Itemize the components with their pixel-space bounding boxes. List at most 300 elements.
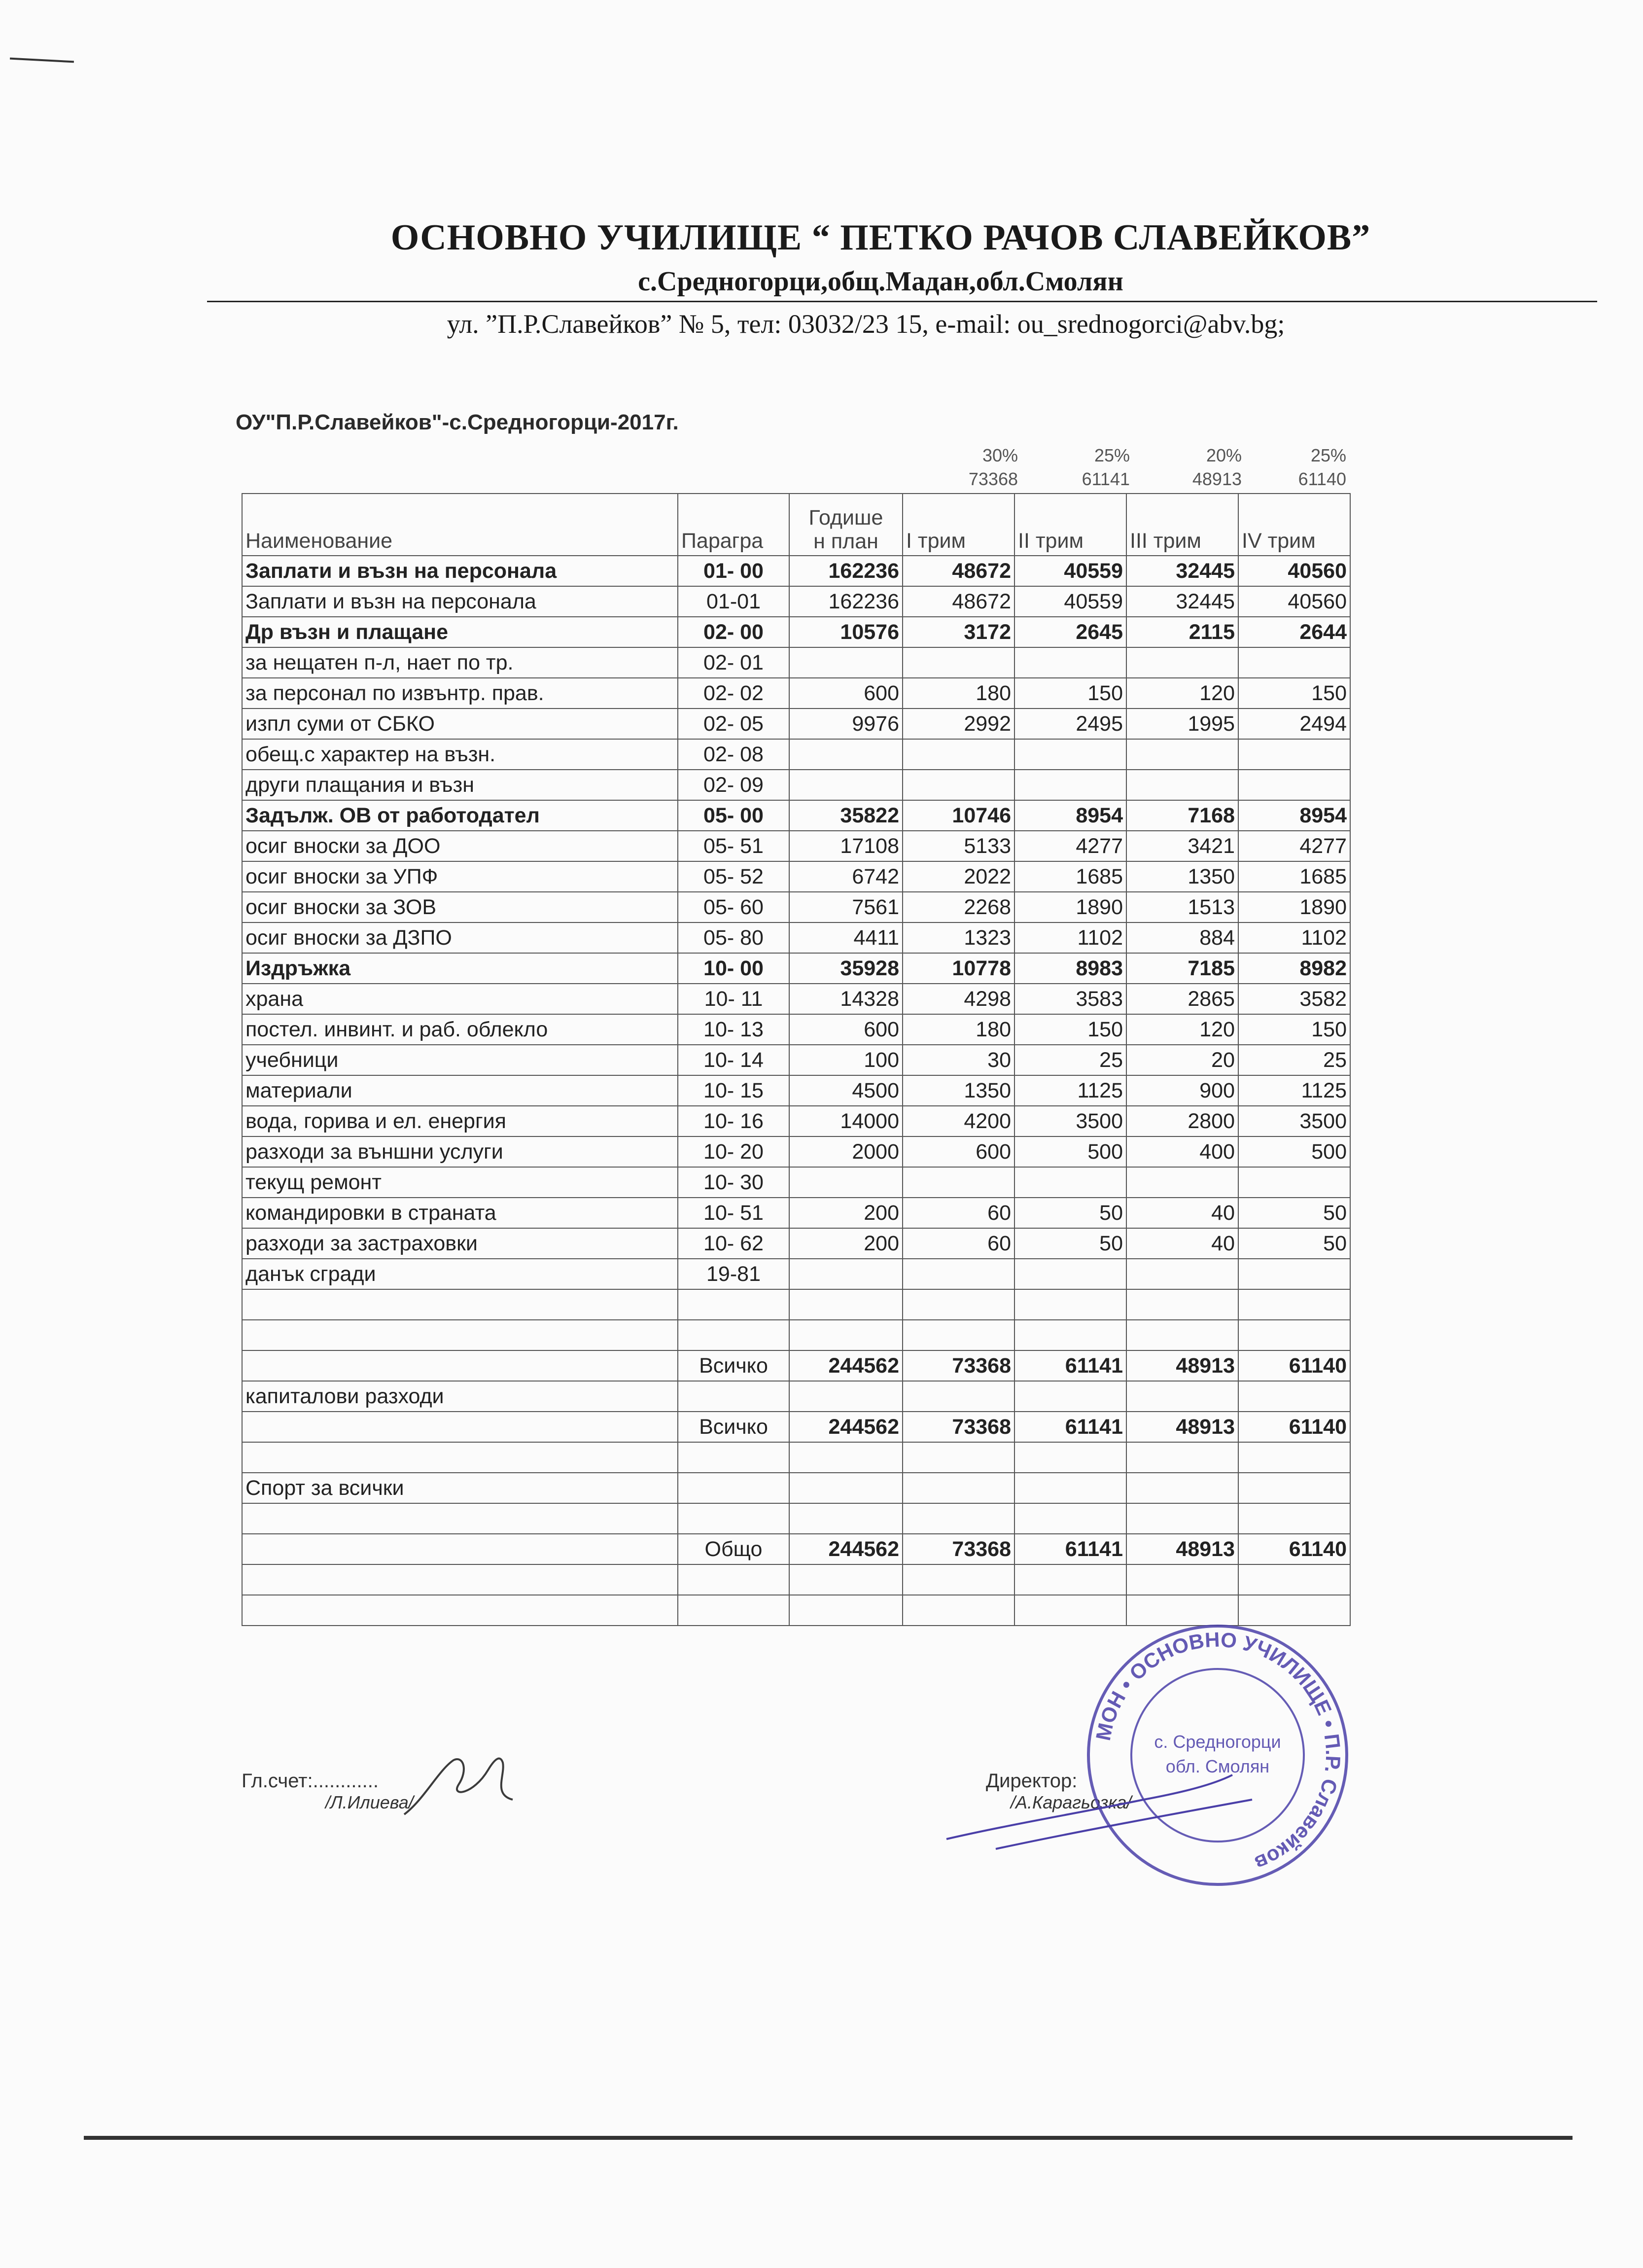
row-annual-plan: 10576 [789,617,903,647]
row-q2: 61141 [1014,1350,1126,1381]
row-name: изпл суми от СБКО [242,709,678,739]
table-row [242,1442,1350,1473]
row-q3: 120 [1126,1014,1238,1045]
table-row [242,556,1350,586]
row-q1 [903,1320,1014,1350]
row-q4: 1125 [1238,1075,1350,1106]
row-name: за персонал по извънтр. прав. [242,678,678,709]
row-name: разходи за застраховки [242,1228,678,1259]
row-annual-plan [789,770,903,800]
table-row [242,678,1350,709]
row-paragraph: 19-81 [678,1259,789,1289]
row-name: осиг вноски за ДОО [242,831,678,861]
row-annual-plan: 7561 [789,892,903,922]
row-q3: 120 [1126,678,1238,709]
row-paragraph: 02- 02 [678,678,789,709]
row-annual-plan: 600 [789,1014,903,1045]
table-row [242,770,1350,800]
row-q3: 20 [1126,1045,1238,1075]
row-q2 [1014,1289,1126,1320]
row-q4: 3582 [1238,984,1350,1014]
row-annual-plan [789,1595,903,1626]
row-q1: 4200 [903,1106,1014,1136]
quarter-share-pct: 20% [1206,445,1242,465]
row-q1: 1323 [903,922,1014,953]
header-annual-plan-line1: Годише [808,506,883,530]
row-q2 [1014,1564,1126,1595]
row-q4: 1890 [1238,892,1350,922]
quarter-share-2 [1029,444,1130,498]
row-q2: 8954 [1014,800,1126,831]
row-paragraph [678,1320,789,1350]
row-name [242,1350,678,1381]
row-name: постел. инвинт. и раб. облекло [242,1014,678,1045]
row-q1 [903,1503,1014,1534]
stamp-inner-line1: с. Средногорци [1154,1732,1281,1752]
row-q4 [1238,1320,1350,1350]
quarter-share-amount: 61141 [1082,469,1130,489]
row-q2: 150 [1014,678,1126,709]
row-q2 [1014,1473,1126,1503]
row-q3: 40 [1126,1198,1238,1228]
header-paragraph: Парагра [678,494,789,556]
row-q1 [903,1167,1014,1198]
row-q3: 48913 [1126,1412,1238,1442]
row-q4 [1238,1381,1350,1412]
row-q4: 2494 [1238,709,1350,739]
header-q3: III трим [1126,494,1238,556]
quarter-share-amount: 48913 [1192,469,1242,489]
row-name: храна [242,984,678,1014]
row-q2: 50 [1014,1228,1126,1259]
row-q3: 32445 [1126,586,1238,617]
row-name: други плащания и възн [242,770,678,800]
report-title: ОУ"П.Р.Славейков"-с.Средногорци-2017г. [236,410,679,434]
row-q4 [1238,1167,1350,1198]
row-paragraph: 10- 62 [678,1228,789,1259]
row-q1: 10778 [903,953,1014,984]
row-q3: 3421 [1126,831,1238,861]
row-name: осиг вноски за ДЗПО [242,922,678,953]
row-q2: 2495 [1014,709,1126,739]
row-q1 [903,1595,1014,1626]
row-q1 [903,1564,1014,1595]
row-q3: 1350 [1126,861,1238,892]
row-q1 [903,647,1014,678]
row-paragraph: 10- 51 [678,1198,789,1228]
table-row [242,1106,1350,1136]
accountant-name: /Л.Илиева/ [325,1792,414,1812]
row-q4: 150 [1238,1014,1350,1045]
row-paragraph: 02- 01 [678,647,789,678]
row-annual-plan: 35822 [789,800,903,831]
table-row [242,1503,1350,1534]
row-q1: 180 [903,678,1014,709]
row-annual-plan [789,1473,903,1503]
row-q1: 48672 [903,586,1014,617]
row-q1: 73368 [903,1412,1014,1442]
row-paragraph: 10- 13 [678,1014,789,1045]
stamp-inner-line2: обл. Смолян [1165,1756,1270,1776]
quarter-share-amount: 73368 [968,469,1018,489]
row-q1 [903,1381,1014,1412]
table-row [242,1014,1350,1045]
row-q2: 8983 [1014,953,1126,984]
row-q4: 8982 [1238,953,1350,984]
row-q1: 2022 [903,861,1014,892]
quarter-share-1 [917,444,1018,498]
row-q1: 30 [903,1045,1014,1075]
row-paragraph: 10- 16 [678,1106,789,1136]
row-q3: 400 [1126,1136,1238,1167]
row-q4: 1685 [1238,861,1350,892]
row-q1: 600 [903,1136,1014,1167]
row-annual-plan: 6742 [789,861,903,892]
row-q1: 48672 [903,556,1014,586]
row-name [242,1564,678,1595]
row-q4 [1238,1259,1350,1289]
row-q2: 40559 [1014,556,1126,586]
row-name [242,1412,678,1442]
row-paragraph: 10- 15 [678,1075,789,1106]
row-q1 [903,1259,1014,1289]
row-q3: 884 [1126,922,1238,953]
row-q2 [1014,1167,1126,1198]
row-q2: 1102 [1014,922,1126,953]
row-q2: 61141 [1014,1534,1126,1564]
row-annual-plan [789,1167,903,1198]
row-q2: 1890 [1014,892,1126,922]
row-paragraph: 10- 30 [678,1167,789,1198]
row-q3: 40 [1126,1228,1238,1259]
row-q2 [1014,770,1126,800]
row-q3: 2115 [1126,617,1238,647]
row-q2: 40559 [1014,586,1126,617]
row-annual-plan: 600 [789,678,903,709]
row-q2: 2645 [1014,617,1126,647]
row-q1: 5133 [903,831,1014,861]
letterhead-contact [0,309,1643,339]
row-annual-plan [789,1320,903,1350]
table-row [242,1320,1350,1350]
row-q3 [1126,1320,1238,1350]
table-row [242,1075,1350,1106]
row-paragraph: 01-01 [678,586,789,617]
table-row [242,831,1350,861]
row-q2: 150 [1014,1014,1126,1045]
row-q4: 2644 [1238,617,1350,647]
table-row [242,1136,1350,1167]
row-q4: 25 [1238,1045,1350,1075]
quarter-share-pct: 25% [1094,445,1130,465]
row-q4: 150 [1238,678,1350,709]
row-paragraph: 02- 08 [678,739,789,770]
row-q2: 500 [1014,1136,1126,1167]
row-q3: 2800 [1126,1106,1238,1136]
row-q3: 32445 [1126,556,1238,586]
row-name [242,1534,678,1564]
row-q1: 73368 [903,1350,1014,1381]
row-annual-plan: 244562 [789,1534,903,1564]
row-annual-plan: 9976 [789,709,903,739]
row-paragraph: 10- 00 [678,953,789,984]
row-q1 [903,739,1014,770]
row-q4: 50 [1238,1198,1350,1228]
row-q2: 3583 [1014,984,1126,1014]
quarter-share-pct: 25% [1310,445,1346,465]
table-row [242,617,1350,647]
row-name: материали [242,1075,678,1106]
school-name: ОСНОВНО УЧИЛИЩЕ “ ПЕТКО РАЧОВ СЛАВЕЙКОВ” [390,217,1371,258]
table-row [242,861,1350,892]
table-row [242,1473,1350,1503]
row-annual-plan [789,1289,903,1320]
row-q1: 60 [903,1198,1014,1228]
row-q3 [1126,1289,1238,1320]
row-q1: 1350 [903,1075,1014,1106]
row-q1: 3172 [903,617,1014,647]
row-q4: 40560 [1238,586,1350,617]
bottom-divider [84,2136,1573,2140]
row-q2: 4277 [1014,831,1126,861]
quarter-share-amount: 61140 [1298,469,1346,489]
row-q4: 61140 [1238,1534,1350,1564]
letterhead-divider [207,301,1597,302]
table-row [242,709,1350,739]
row-annual-plan [789,1564,903,1595]
row-annual-plan: 162236 [789,556,903,586]
row-q2: 61141 [1014,1412,1126,1442]
row-paragraph: 01- 00 [678,556,789,586]
row-q2: 1125 [1014,1075,1126,1106]
row-annual-plan: 4500 [789,1075,903,1106]
row-annual-plan: 14000 [789,1106,903,1136]
letterhead [0,217,1643,297]
row-q1 [903,1473,1014,1503]
row-paragraph [678,1381,789,1412]
row-annual-plan: 200 [789,1228,903,1259]
row-q4 [1238,1473,1350,1503]
row-paragraph: Всичко [678,1412,789,1442]
row-name: Заплати и възн на персонала [242,556,678,586]
row-q4: 61140 [1238,1350,1350,1381]
row-paragraph [678,1289,789,1320]
row-q2: 50 [1014,1198,1126,1228]
header-q2: II трим [1014,494,1126,556]
row-name: разходи за външни услуги [242,1136,678,1167]
director-name: /А.Карагьозка/ [1011,1792,1132,1812]
row-annual-plan: 4411 [789,922,903,953]
table-row [242,1167,1350,1198]
row-annual-plan [789,1503,903,1534]
row-q4 [1238,739,1350,770]
row-paragraph: 05- 52 [678,861,789,892]
table-row [242,647,1350,678]
row-name [242,1289,678,1320]
row-q1: 10746 [903,800,1014,831]
row-q3 [1126,739,1238,770]
row-name [242,1595,678,1626]
row-name [242,1320,678,1350]
header-annual-plan [789,494,903,556]
stamp-outer-text: МОН • ОСНОВНО УЧИЛИЩЕ • П.Р. Славейков [1091,1628,1345,1876]
table-row [242,800,1350,831]
row-paragraph: 05- 00 [678,800,789,831]
budget-table [242,493,1351,1626]
table-row [242,984,1350,1014]
row-paragraph: 05- 60 [678,892,789,922]
header-annual-plan-line2: н план [813,530,878,553]
row-name: осиг вноски за УПФ [242,861,678,892]
row-annual-plan [789,1442,903,1473]
table-row [242,586,1350,617]
school-stamp [1084,1622,1351,1888]
row-q3: 1995 [1126,709,1238,739]
row-q1 [903,1442,1014,1473]
row-q1: 60 [903,1228,1014,1259]
row-annual-plan: 100 [789,1045,903,1075]
row-name [242,1503,678,1534]
row-annual-plan: 244562 [789,1412,903,1442]
row-q3: 7168 [1126,800,1238,831]
row-q4: 500 [1238,1136,1350,1167]
table-row [242,1595,1350,1626]
row-q4: 4277 [1238,831,1350,861]
row-q3 [1126,1167,1238,1198]
row-annual-plan: 2000 [789,1136,903,1167]
row-paragraph: 02- 05 [678,709,789,739]
row-q3 [1126,647,1238,678]
row-q3: 1513 [1126,892,1238,922]
table-row [242,1534,1350,1564]
row-name: Заплати и възн на персонала [242,586,678,617]
row-name: Задълж. ОВ от работодател [242,800,678,831]
row-q2 [1014,1595,1126,1626]
row-q3 [1126,1259,1238,1289]
table-row [242,739,1350,770]
accountant-signature-block [242,1770,414,1813]
row-name: вода, горива и ел. енергия [242,1106,678,1136]
row-annual-plan: 244562 [789,1350,903,1381]
row-q2: 1685 [1014,861,1126,892]
row-annual-plan: 17108 [789,831,903,861]
row-q4: 8954 [1238,800,1350,831]
row-annual-plan [789,647,903,678]
table-row [242,1381,1350,1412]
row-q2 [1014,1259,1126,1289]
row-paragraph [678,1564,789,1595]
row-q1: 73368 [903,1534,1014,1564]
row-q3 [1126,770,1238,800]
row-name: обещ.с характер на възн. [242,739,678,770]
row-name: данък сгради [242,1259,678,1289]
row-annual-plan: 35928 [789,953,903,984]
row-q1: 180 [903,1014,1014,1045]
row-q4 [1238,1564,1350,1595]
row-q4 [1238,770,1350,800]
row-q2 [1014,1503,1126,1534]
row-name: Издръжка [242,953,678,984]
row-paragraph: 02- 00 [678,617,789,647]
row-annual-plan [789,1381,903,1412]
row-name: Спорт за всички [242,1473,678,1503]
row-annual-plan: 200 [789,1198,903,1228]
row-q2 [1014,1381,1126,1412]
table-row [242,1564,1350,1595]
row-name: текущ ремонт [242,1167,678,1198]
row-q2 [1014,1320,1126,1350]
contact-line: ул. ”П.Р.Славейков” № 5, тел: 03032/23 15, e-mail: ou_srednogorci@abv.bg; [447,309,1285,339]
row-q4: 61140 [1238,1412,1350,1442]
table-header-row [242,494,1350,556]
row-q2: 25 [1014,1045,1126,1075]
director-role: Директор: [986,1770,1078,1792]
row-annual-plan [789,739,903,770]
row-q1 [903,1289,1014,1320]
row-q3 [1126,1442,1238,1473]
row-q3 [1126,1503,1238,1534]
table-row [242,922,1350,953]
row-q2: 3500 [1014,1106,1126,1136]
row-q1: 2992 [903,709,1014,739]
row-q3 [1126,1473,1238,1503]
row-q1: 4298 [903,984,1014,1014]
row-q4 [1238,647,1350,678]
quarter-share-4 [1253,444,1346,498]
row-annual-plan [789,1259,903,1289]
table-row [242,1289,1350,1320]
row-q2 [1014,1442,1126,1473]
row-q1: 2268 [903,892,1014,922]
row-q3: 48913 [1126,1534,1238,1564]
row-paragraph [678,1473,789,1503]
row-q2 [1014,647,1126,678]
row-paragraph: Всичко [678,1350,789,1381]
table-row [242,1198,1350,1228]
row-paragraph: 05- 80 [678,922,789,953]
row-paragraph: 02- 09 [678,770,789,800]
school-location: с.Средногорци,общ.Мадан,обл.Смолян [638,266,1123,297]
table-row [242,1228,1350,1259]
row-name [242,1442,678,1473]
accountant-role: Гл.счет:............ [242,1770,379,1792]
row-name: командировки в страната [242,1198,678,1228]
row-q4: 40560 [1238,556,1350,586]
quarter-share-pct: 30% [982,445,1018,465]
row-q4 [1238,1503,1350,1534]
row-paragraph [678,1442,789,1473]
row-q4 [1238,1442,1350,1473]
row-annual-plan: 14328 [789,984,903,1014]
row-paragraph: Общо [678,1534,789,1564]
table-row [242,953,1350,984]
quarter-share-3 [1141,444,1242,498]
row-name: Др възн и плащане [242,617,678,647]
table-row [242,1259,1350,1289]
table-row [242,1045,1350,1075]
row-q4 [1238,1595,1350,1626]
row-paragraph: 05- 51 [678,831,789,861]
row-q1 [903,770,1014,800]
row-paragraph: 10- 14 [678,1045,789,1075]
row-annual-plan: 162236 [789,586,903,617]
row-q3 [1126,1381,1238,1412]
row-name: учебници [242,1045,678,1075]
header-name: Наименование [242,494,678,556]
row-name: капиталови разходи [242,1381,678,1412]
row-q3: 48913 [1126,1350,1238,1381]
row-q2 [1014,739,1126,770]
